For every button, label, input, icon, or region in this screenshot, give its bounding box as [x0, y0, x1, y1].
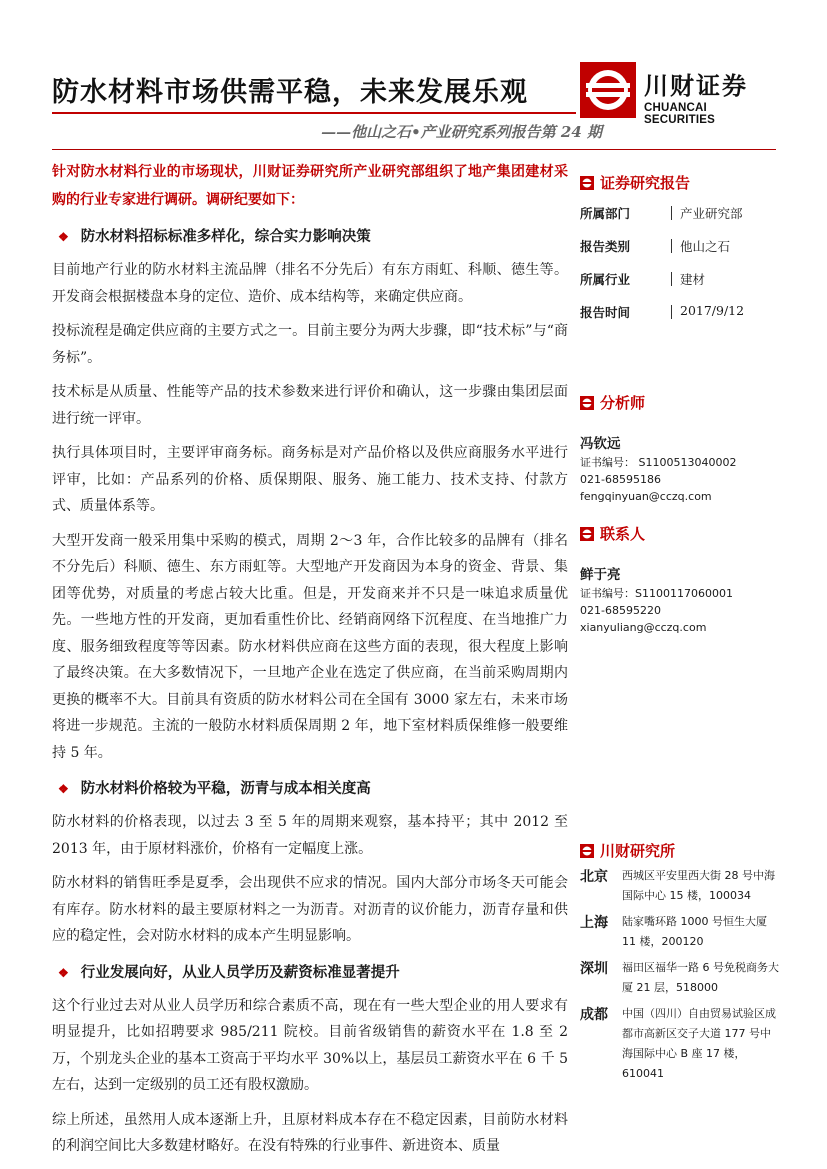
logo-mini-icon — [580, 527, 594, 541]
paragraph: 综上所述，虽然用人成本逐渐上升，且原材料成本存在不稳定因素，目前防水材料的利润空间比大多数建材略好。在没有特殊的行业事件、新进资本、质量 — [52, 1111, 568, 1154]
paragraph: 目前地产行业的防水材料主流品牌（排名不分先后）有东方雨虹、科顺、德生等。开发商会根据楼盘本身的定位、造价、成本结构等，来确定供应商。 — [52, 262, 568, 305]
paragraph: 这个行业过去对从业人员学历和综合素质不高，现在有一些大型企业的用人要求有明显提升，比如招聘要求 985/211 院校。目前省级销售的薪资水平在 1.8 至 2 万，个别龙头企业的基本工资高于平均水平 30%以上，基层员工薪资水平在 6 千 5 左右，达到一定级别的员工还有股权激励。 — [52, 997, 568, 1093]
analyst-phone: 021-68595186 — [580, 473, 661, 486]
research-institute — [580, 840, 780, 1090]
logo-mini-icon — [580, 176, 594, 190]
diamond-bullet-icon: ❖ — [58, 782, 69, 796]
info-row-category: 报告类别 他山之石 — [580, 239, 731, 254]
info-row-date: 报告时间 2017/9/12 — [580, 303, 745, 320]
section-heading-2: ❖ 防水材料价格较为平稳，沥青与成本相关度高 — [58, 780, 371, 797]
office-shanghai: 上海 陆家嘴环路 1000 号恒生大厦 11 楼，200120 — [580, 915, 767, 948]
report-info-heading: 证券研究报告 — [580, 172, 780, 198]
contact-email[interactable]: xianyuliang@cczq.com — [580, 621, 707, 634]
logo-mini-icon — [580, 396, 594, 410]
company-logo — [580, 62, 780, 126]
title-rule — [52, 112, 576, 114]
report-title: 防水材料市场供需平稳，未来发展乐观 — [52, 77, 528, 108]
contact-name: 鲜于亮 — [580, 567, 621, 583]
paragraph: 投标流程是确定供应商的主要方式之一。目前主要分为两大步骤，即“技术标”与“商务标”。 — [52, 323, 568, 366]
office-beijing: 北京 西城区平安里西大街 28 号中海国际中心 15 楼，100034 — [580, 869, 775, 902]
analyst-name: 冯钦远 — [580, 436, 621, 452]
report-subtitle: ——他山之石•产业研究系列报告第 24 期 — [321, 123, 602, 141]
subtitle-rule — [52, 149, 776, 150]
analyst-heading: 分析师 — [580, 392, 780, 418]
info-row-department: 所属部门 产业研究部 — [580, 206, 743, 221]
contact-heading: 联系人 — [580, 523, 780, 549]
report-sidebar — [580, 172, 780, 636]
section-heading-3: ❖ 行业发展向好，从业人员学历及薪资标准显著提升 — [58, 963, 400, 981]
contact-phone: 021-68595220 — [580, 604, 661, 617]
paragraph: 防水材料的销售旺季是夏季，会出现供不应求的情况。国内大部分市场冬天可能会有库存。防水材料的最主要原材料之一为沥青。对沥青的议价能力，沥青存量和供应的稳定性，会对防水材料的成本产生明显影响。 — [52, 875, 568, 944]
office-shenzhen: 深圳 福田区福华一路 6 号免税商务大厦 21 层，518000 — [580, 961, 779, 994]
chuancai-logo-icon — [580, 62, 636, 118]
contact-cert: 证书编号：S1100117060001 — [580, 587, 733, 600]
paragraph: 防水材料的价格表现，以过去 3 至 5 年的周期来观察，基本持平；其中 2012 至 2013 年，由于原材料涨价，价格有一定幅度上涨。 — [52, 814, 568, 857]
diamond-bullet-icon: ❖ — [58, 965, 69, 980]
info-row-industry: 所属行业 建材 — [580, 272, 706, 287]
paragraph: 技术标是从质量、性能等产品的技术参数来进行评价和确认，这一步骤由集团层面进行统一评审。 — [52, 384, 568, 427]
main-content — [52, 158, 568, 1168]
analyst-cert: 证书编号： S1100513040002 — [580, 456, 737, 469]
logo-mini-icon — [580, 844, 594, 858]
intro-paragraph: 针对防水材料行业的市场现状，川财证券研究所产业研究部组织了地产集团建材采购的行业专家进行调研。调研纪要如下： — [52, 164, 568, 208]
research-heading: 川财研究所 — [580, 840, 780, 866]
analyst-email[interactable]: fengqinyuan@cczq.com — [580, 490, 712, 503]
section-heading-1: ❖ 防水材料招标标准多样化，综合实力影响决策 — [58, 228, 371, 245]
paragraph: 执行具体项目时，主要评审商务标。商务标是对产品价格以及供应商服务水平进行评审，比如：产品系列的价格、质保期限、服务、施工能力、技术支持、付款方式、质量体系等。 — [52, 445, 568, 514]
paragraph: 大型开发商一般采用集中采购的模式，周期 2～3 年，合作比较多的品牌有（排名不分先后）科顺、德生、东方雨虹等。大型地产开发商因为本身的资金、背景、集团等优势，对质量的考虑占较大比重。但是，开发商来并不只是一味追求质量优先。一些地方性的开发商，更加看重性价比、经销商网络下沉程度、在当地推广力度、服务细致程度等等因素。防水材料供应商在这些方面的表现，很大程度上影响了最终决策。在大多数情况下，一旦地产企业在选定了供应商，在当前采购周期内更换的概率不大。目前具有资质的防水材料公司在全国有 3000 家左右，未来市场将进一步规范。主流的一般防水材料质保周期 2 年，地下室材料质保维修一般要维持 5 年。 — [52, 532, 568, 761]
logo-english-name: CHUANCAI SECURITIES — [644, 102, 716, 126]
diamond-bullet-icon: ❖ — [58, 230, 69, 244]
office-chengdu: 成都 中国（四川）自由贸易试验区成都市高新区交子大道 177 号中海国际中心 B 座 17 楼，610041 — [580, 1007, 776, 1080]
logo-chinese-name: 川财证券 — [644, 72, 748, 100]
